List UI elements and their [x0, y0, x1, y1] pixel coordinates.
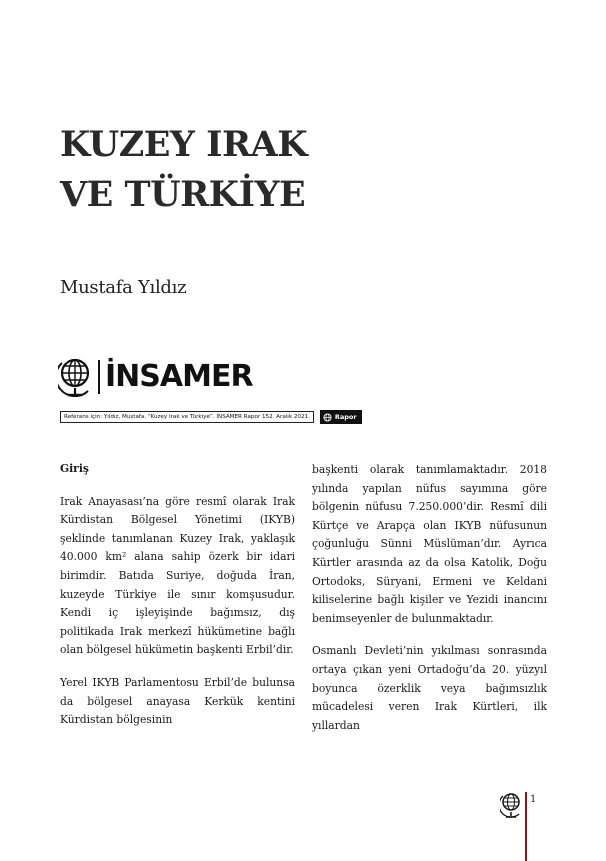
paragraph: Osmanlı Devleti’nin yıkılması sonrasında ortaya çıkan yeni Ortadoğu’da 20. yüzyıl boyunca özerklik veya bağımsızlık mücadelesi veren Irak Kürtleri, ilk yıllardan — [312, 644, 547, 732]
footer-globe-icon — [500, 792, 522, 818]
logo-separator — [98, 360, 100, 394]
small-globe-icon — [323, 413, 332, 422]
rapor-tag — [320, 410, 362, 424]
paragraph: Yerel IKYB Parlamentosu Erbil’de bulunsa da bölgesel anayasa Kerkük kentini Kürdistan bölgesinin — [60, 675, 295, 727]
brand-name: İNSAMER — [105, 359, 253, 394]
left-column — [60, 460, 295, 744]
reference-bar — [60, 410, 362, 424]
reference-citation: Referans için: Yıldız, Mustafa. “Kuzey Irak ve Türkiye”. İNSAMER Rapor 152. Aralık 2021. — [60, 411, 314, 423]
page-footer — [500, 792, 537, 818]
section-heading: Giriş — [60, 462, 89, 475]
title-line-1: KUZEY IRAK — [60, 124, 308, 165]
title-line-2: VE TÜRKİYE — [60, 174, 306, 215]
globe-icon — [58, 357, 94, 397]
accent-line — [525, 792, 527, 861]
page-number: 1 — [530, 794, 537, 805]
right-column — [312, 461, 547, 749]
report-title — [60, 120, 307, 220]
insamer-logo — [58, 356, 253, 398]
paragraph: Irak Anayasası’na göre resmî olarak Irak Kürdistan Bölgesel Yönetimi (IKYB) şeklinde tanımlanan Kuzey Irak, yaklaşık 40.000 km² alana sahip özerk bir idari birimdir. Batıda Suriye, doğuda İran, kuzeyde Türkiye ile sınır komşusudur. Kendi iç işleyişinde bağımsız, dış politikada Irak merkezî hükümetine bağlı olan bölgesel hükümetin başkenti Erbil’dir. — [60, 494, 295, 657]
paragraph: başkenti olarak tanımlamaktadır. 2018 yılında yapılan nüfus sayımına göre bölgenin nüfusu 7.250.000’dir. Resmî dili Kürtçe ve Arapça olan IKYB nüfusunun çoğunluğu Sünni Müslüman’dır. Ayrıca Kürtler arasında az da olsa Katolik, Doğu Ortodoks, Süryani, Ermeni ve Keldani kiliselerine bağlı kişiler ve Yezidi inancını benimseyenler de bulunmaktadır. — [312, 463, 547, 625]
author-name: Mustafa Yıldız — [60, 277, 187, 298]
rapor-label: Rapor — [334, 413, 357, 421]
